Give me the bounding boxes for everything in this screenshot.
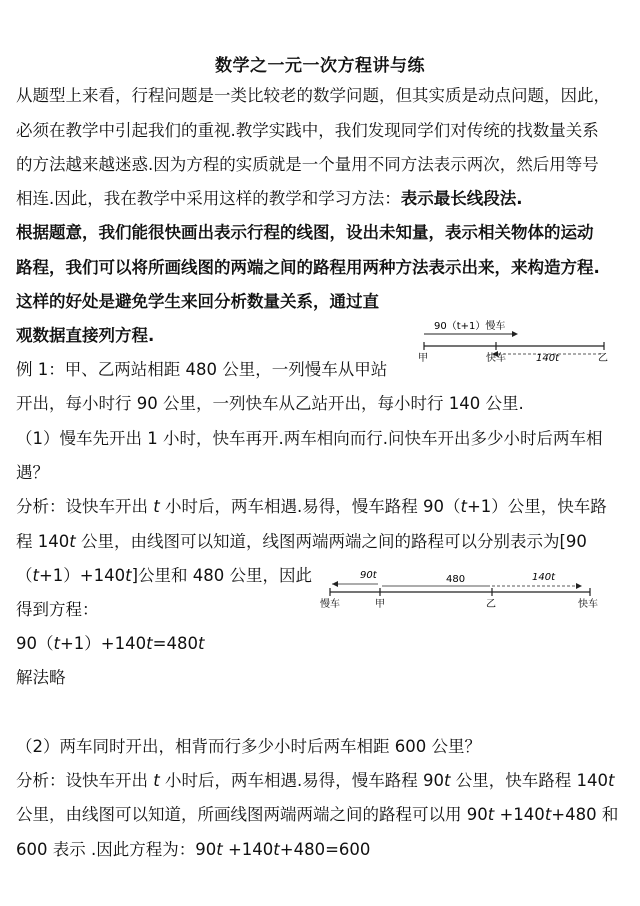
analysis1-line-2 — [16, 532, 587, 552]
diagram1-label-right: 乙 — [598, 353, 608, 362]
analysis2-line-1 — [16, 771, 614, 791]
example1-line-1: 例 1：甲、乙两站相距 480 公里，一列慢车从甲站 — [16, 360, 388, 379]
variable-t: t — [69, 532, 76, 551]
analysis1-line-4: 得到方程： — [16, 600, 99, 619]
variable-t: t — [544, 805, 552, 824]
intro-line-4 — [16, 189, 523, 209]
line-diagram-2 — [320, 566, 610, 610]
variable-t: t — [443, 771, 451, 790]
analysis2-text: 分析：设快车开出 — [16, 771, 154, 790]
analysis2-text: 小时后，两车相遇.易得，慢车路程 90 — [159, 771, 444, 790]
equation-text: =480 — [152, 634, 198, 653]
bold-line-3: 这样的好处是避免学生来回分析数量关系，通过直 — [16, 292, 379, 311]
analysis2-text: 公里，由线图可以知道，所画线图两端两端之间的路程可以用 90 — [16, 805, 488, 824]
diagram2-point-3: 乙 — [486, 599, 496, 610]
bold-line-4: 观数据直接列方程. — [16, 326, 155, 345]
analysis1-text: ]公里和 480 公里，因此 — [131, 566, 313, 585]
analysis1-text: （ — [16, 566, 33, 585]
diagram1-slow-arrowhead — [512, 331, 518, 337]
solution-omitted: 解法略 — [16, 668, 66, 687]
diagram2-label-seg1: 90t — [360, 570, 377, 581]
bold-line-2: 路程，我们可以将所画线图的两端之间的路程用两种方法表示出来，来构造方程. — [16, 258, 600, 277]
method-name: 表示最长线段法. — [400, 189, 523, 208]
analysis1-text: 小时后，两车相遇.易得，慢车路程 90（ — [159, 497, 461, 516]
variable-t: t — [487, 805, 495, 824]
variable-t: t — [32, 566, 39, 585]
analysis2-text: +480=600 — [279, 840, 371, 859]
diagram1-top-label: 90（t+1）慢车 — [434, 321, 506, 332]
example1-line-2: 开出，每小时行 90 公里，一列快车从乙站开出，每小时行 140 公里. — [16, 394, 524, 413]
question1-line-1: （1）慢车先开出 1 小时，快车再开.两车相向而行.问快车开出多少小时后两车相 — [16, 429, 603, 448]
variable-t: t — [153, 497, 160, 516]
bold-line-1: 根据题意，我们能很快画出表示行程的线图，设出未知量，表示相关物体的运动 — [16, 223, 594, 242]
analysis1-line-1 — [16, 497, 607, 517]
intro-line-3: 的方法越来越迷惑.因为方程的实质就是一个量用不同方法表示两次，然后用等号 — [16, 155, 599, 174]
equation-1 — [16, 634, 204, 654]
variable-t: t — [146, 634, 153, 653]
analysis1-text: +1）+140 — [38, 566, 126, 585]
diagram2-label-seg2: 480 — [446, 574, 466, 585]
analysis1-text: +1）公里，快车路 — [466, 497, 607, 516]
variable-t: t — [53, 634, 60, 653]
question1-line-2: 遇？ — [16, 463, 49, 482]
diagram2-point-1: 慢车 — [320, 599, 340, 610]
analysis2-text: +140 — [494, 805, 545, 824]
variable-t: t — [125, 566, 132, 585]
diagram2-point-2: 甲 — [375, 599, 385, 610]
analysis2-text: 600 表示 .因此方程为：90 — [16, 840, 217, 859]
page-title: 数学之一元一次方程讲与练 — [215, 56, 425, 76]
diagram1-label-mid: 快车 — [486, 353, 506, 362]
analysis1-text: 公里，由线图可以知道，线图两端两端之间的路程可以分别表示为[90 — [75, 532, 587, 551]
diagram2-slow-arrowhead — [332, 581, 338, 587]
analysis2-line-2 — [16, 805, 618, 825]
variable-t: t — [197, 634, 205, 653]
intro-line-2: 必须在教学中引起我们的重视.教学实践中，我们发现同学们对传统的找数量关系 — [16, 121, 599, 140]
diagram1-label-seg: 140t — [536, 353, 560, 362]
analysis1-line-3 — [16, 566, 312, 586]
variable-t: t — [153, 771, 160, 790]
variable-t: t — [273, 840, 280, 859]
analysis2-line-3 — [16, 840, 370, 860]
diagram2-point-4: 快车 — [578, 599, 598, 610]
diagram1-label-left: 甲 — [418, 353, 428, 362]
analysis1-text: 分析：设快车开出 — [16, 497, 154, 516]
analysis2-text: +480 和 — [551, 805, 619, 824]
diagram2-fast-arrowhead — [576, 583, 582, 589]
variable-t: t — [460, 497, 467, 516]
analysis2-text: +140 — [222, 840, 274, 859]
analysis2-text: 公里，快车路程 140 — [450, 771, 608, 790]
question2-line: （2）两车同时开出，相背而行多少小时后两车相距 600 公里？ — [16, 737, 481, 756]
intro-line-4-text: 相连.因此，我在教学中采用这样的教学和学习方法： — [16, 189, 401, 208]
equation-text: +1）+140 — [59, 634, 147, 653]
variable-t: t — [216, 840, 223, 859]
analysis1-text: 程 140 — [16, 532, 70, 551]
equation-text: 90（ — [16, 634, 54, 653]
intro-line-1: 从题型上来看，行程问题是一类比较老的数学问题，但其实质是动点问题，因此， — [16, 86, 610, 105]
diagram2-label-seg3: 140t — [532, 572, 556, 583]
line-diagram-1 — [412, 316, 622, 362]
variable-t: t — [607, 771, 615, 790]
